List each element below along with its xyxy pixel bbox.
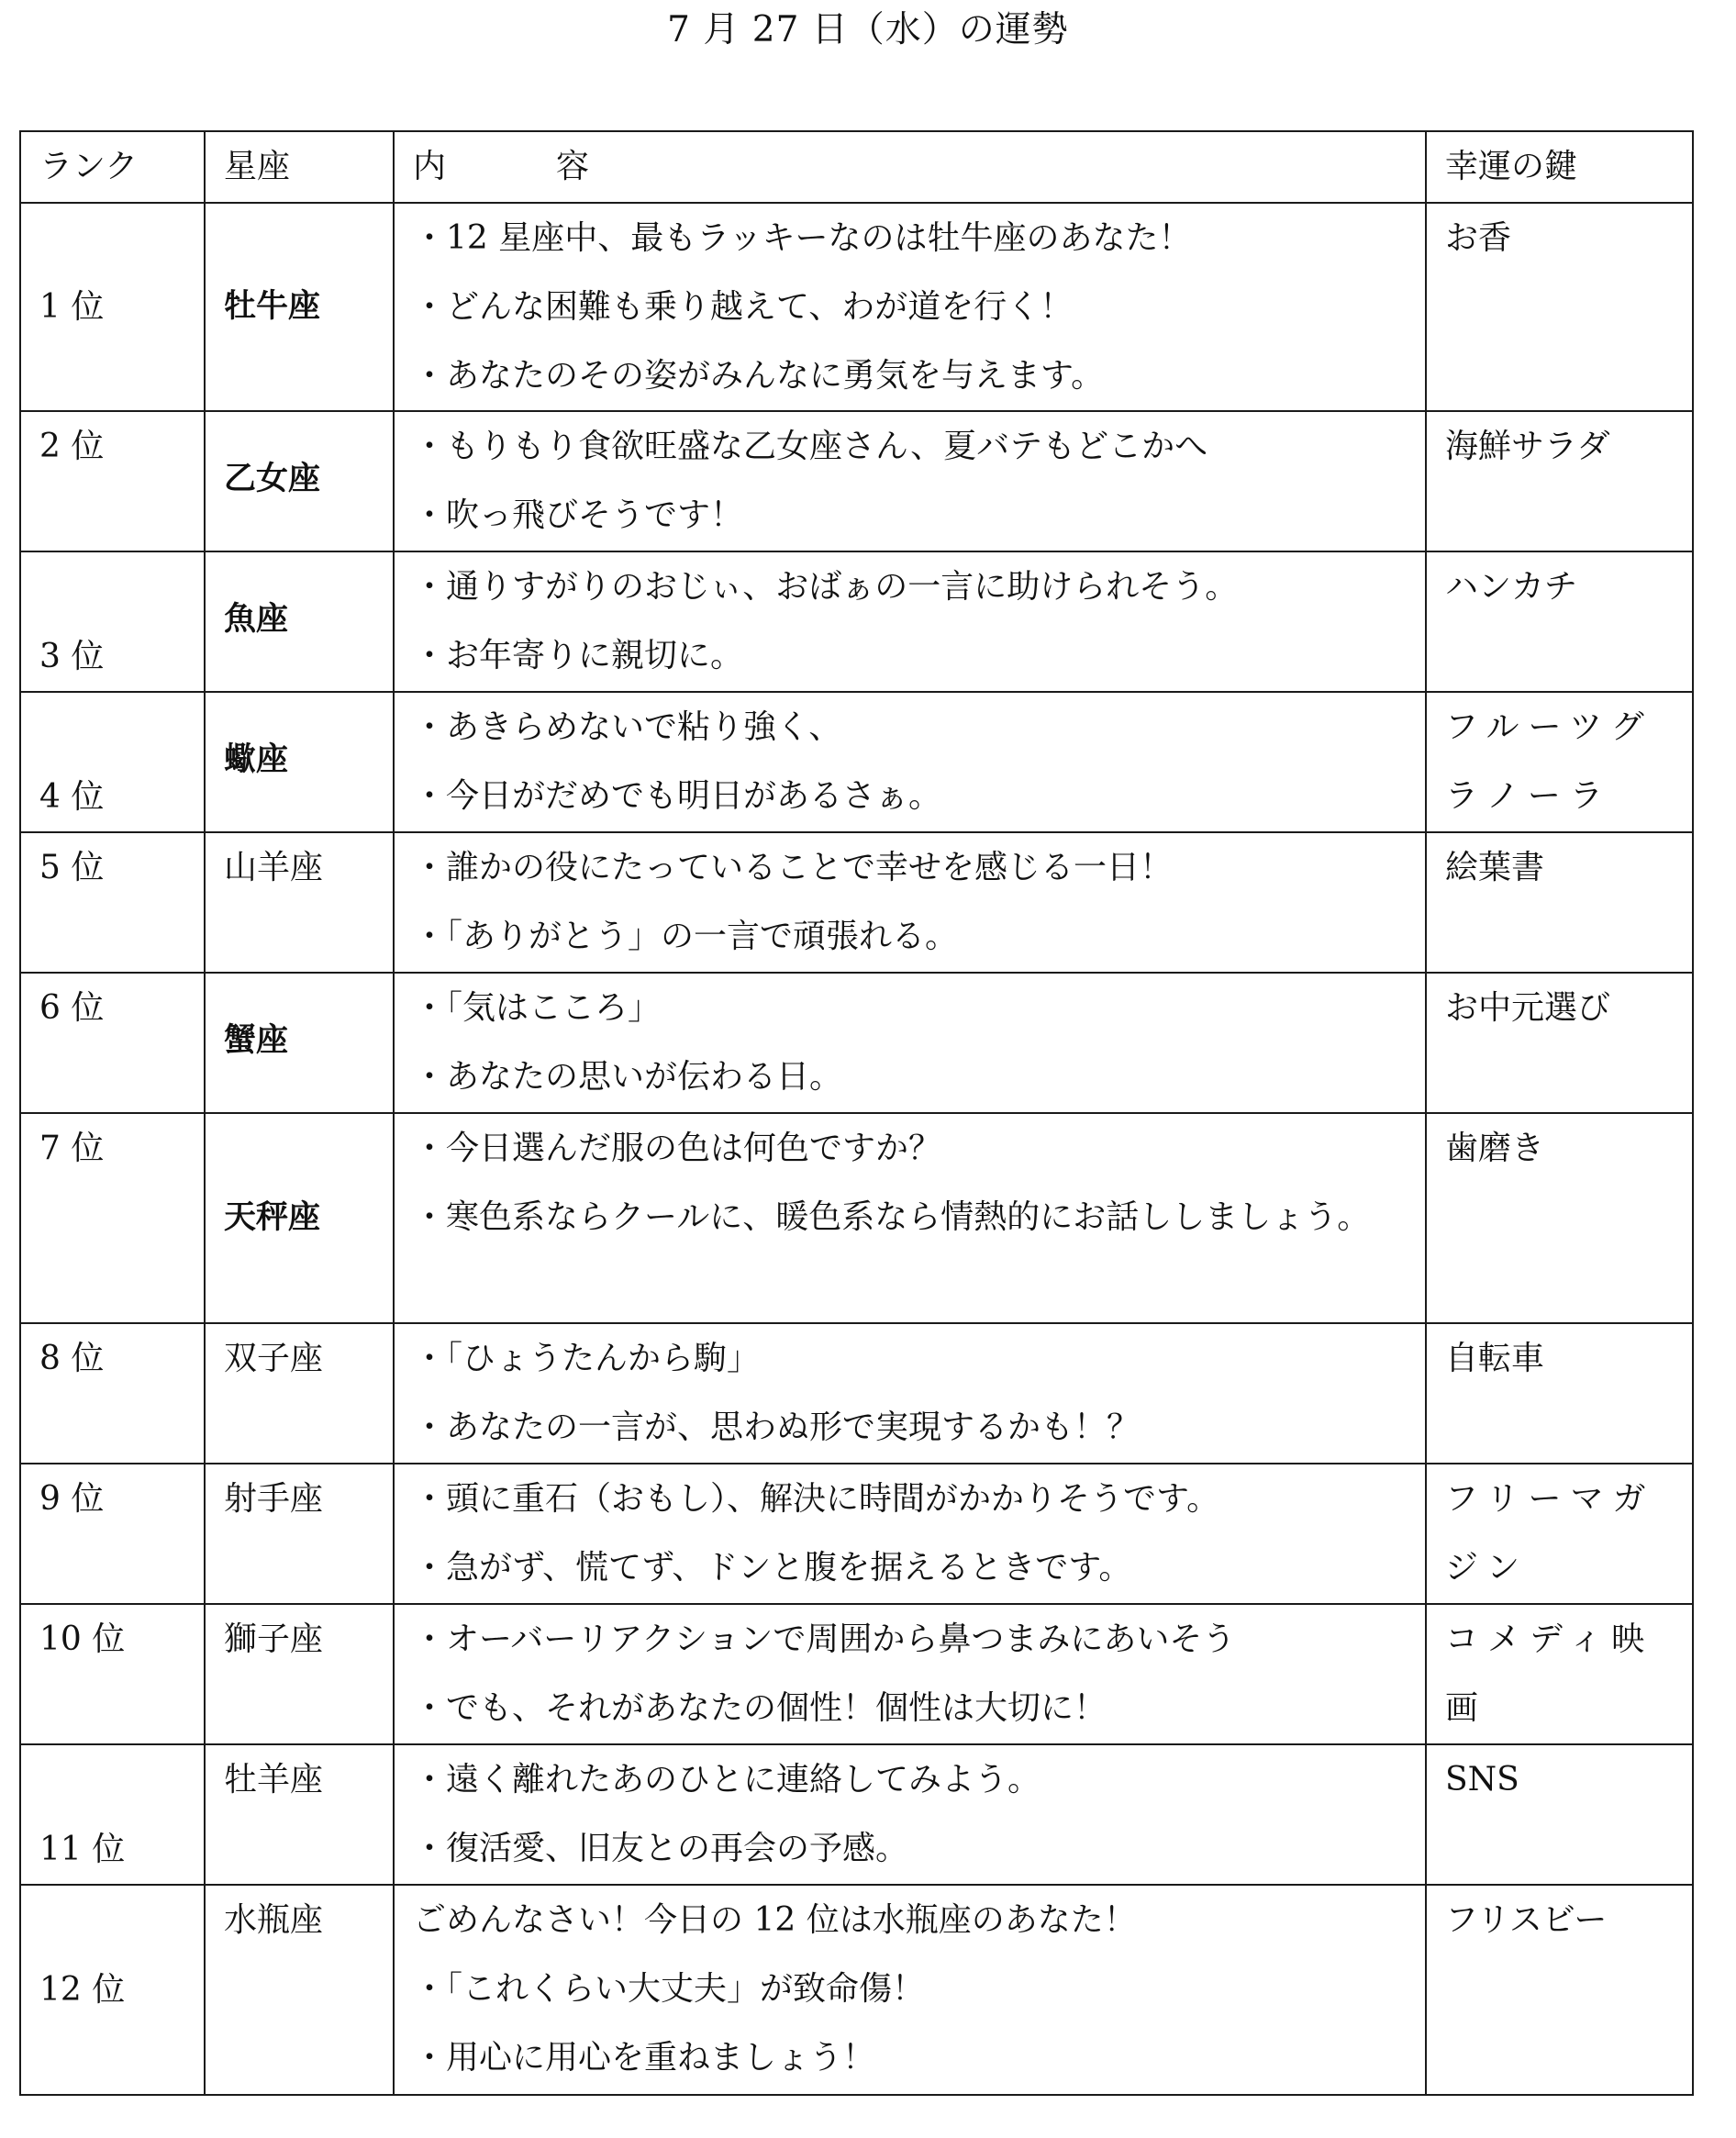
sign-cell: 山羊座 [205,832,394,973]
content-cell [394,692,1426,832]
content-line: ・遠く離れたあのひとに連絡してみよう。 [413,1761,1041,1798]
table-row [20,1744,1693,1885]
rank-cell: 9 位 [20,1464,205,1604]
sign-cell: 水瓶座 [205,1885,394,2095]
key-cell: SNS [1426,1744,1693,1885]
content-cell [394,551,1426,692]
table-row [20,203,1693,411]
rank-cell: 10 位 [20,1604,205,1744]
content-line: ・もりもり食欲旺盛な乙女座さん、夏バテもどこかへ [413,428,1208,465]
table-row [20,1885,1693,2095]
rank-cell: 12 位 [20,1885,205,2095]
header-content [394,131,1426,203]
content-cell [394,1464,1426,1604]
content-line: ごめんなさい！今日の 12 位は水瓶座のあなた！ [413,1901,1137,1939]
header-content-a: 内 [413,148,447,185]
sign-cell: 牡羊座 [205,1744,394,1885]
table-row [20,411,1693,551]
table-row [20,1113,1693,1323]
content-line: ・今日選んだ服の色は何色ですか？ [413,1130,942,1167]
rank-cell: 1 位 [20,203,205,411]
header-rank: ランク [20,131,205,203]
key-cell: 絵葉書 [1426,832,1693,973]
rank-cell: 4 位 [20,692,205,832]
header-content-b: 容 [556,148,590,185]
content-line: ・オーバーリアクションで周囲から鼻つまみにあいそう [413,1620,1236,1658]
sign-cell: 魚座 [205,551,394,692]
content-line: ・どんな困難も乗り越えて、わが道を行く！ [413,288,1074,326]
sign-cell: 乙女座 [205,411,394,551]
table-row [20,551,1693,692]
header-sign: 星座 [205,131,394,203]
table-row [20,832,1693,973]
key-cell: フルーツグラノーラ [1426,692,1693,832]
content-line: ・頭に重石（おもし）、解決に時間がかかりそうです。 [413,1480,1220,1518]
content-line: ・復活愛、旧友との再会の予感。 [413,1830,909,1867]
table-header-row [20,131,1693,203]
content-line: ・あなたのその姿がみんなに勇気を与えます。 [413,357,1105,395]
content-cell [394,1744,1426,1885]
table-row [20,1323,1693,1464]
content-line: ・吹っ飛びそうです！ [413,496,744,534]
rank-cell: 5 位 [20,832,205,973]
content-line: ・「気はこころ」 [413,989,662,1027]
content-cell [394,1885,1426,2095]
sign-cell: 天秤座 [205,1113,394,1323]
rank-cell: 11 位 [20,1744,205,1885]
rank-cell: 6 位 [20,973,205,1113]
content-line: ・寒色系ならクールに、暖色系なら情熱的にお話ししましょう。 [413,1198,1371,1236]
content-line: ・「これくらい大丈夫」が致命傷！ [413,1970,926,2008]
key-cell: 海鮮サラダ [1426,411,1693,551]
table-row [20,692,1693,832]
key-cell: フリーマガジン [1426,1464,1693,1604]
sign-cell: 射手座 [205,1464,394,1604]
key-cell: コメディ映画 [1426,1604,1693,1744]
key-cell: お香 [1426,203,1693,411]
key-cell: ハンカチ [1426,551,1693,692]
fortune-table [19,130,1694,2096]
key-cell: お中元選び [1426,973,1693,1113]
sign-cell: 蟹座 [205,973,394,1113]
content-cell [394,1113,1426,1323]
content-line: ・「ひょうたんから駒」 [413,1340,761,1377]
content-cell [394,832,1426,973]
key-cell: フリスビー [1426,1885,1693,2095]
table-row [20,1464,1693,1604]
content-line: ・あきらめないで粘り強く、 [413,708,842,746]
sign-cell: 双子座 [205,1323,394,1464]
content-line: ・お年寄りに親切に。 [413,637,744,674]
content-line: ・今日がだめでも明日があるさぁ。 [413,777,942,815]
table-row [20,1604,1693,1744]
rank-cell: 8 位 [20,1323,205,1464]
page-title: 7 月 27 日（水）の運勢 [667,9,1069,50]
content-line: ・誰かの役にたっていることで幸せを感じる一日！ [413,849,1174,886]
sign-cell: 蠍座 [205,692,394,832]
key-cell: 歯磨き [1426,1113,1693,1323]
rank-cell: 3 位 [20,551,205,692]
rank-cell: 7 位 [20,1113,205,1323]
key-cell: 自転車 [1426,1323,1693,1464]
content-line: ・用心に用心を重ねましょう！ [413,2039,876,2077]
content-cell [394,411,1426,551]
content-cell [394,973,1426,1113]
content-line: ・通りすがりのおじぃ、おばぁの一言に助けられそう。 [413,568,1239,606]
header-key: 幸運の鍵 [1426,131,1693,203]
table-row [20,973,1693,1113]
content-line: ・あなたの一言が、思わぬ形で実現するかも！？ [413,1409,1141,1446]
content-line: ・急がず、慌てず、ドンと腹を据えるときです。 [413,1549,1132,1587]
content-line: ・12 星座中、最もラッキーなのは牡牛座のあなた！ [413,219,1192,257]
sign-cell: 牡牛座 [205,203,394,411]
content-line: ・でも、それがあなたの個性！個性は大切に！ [413,1689,1107,1727]
content-cell [394,1323,1426,1464]
content-cell [394,203,1426,411]
content-cell [394,1604,1426,1744]
content-line: ・あなたの思いが伝わる日。 [413,1058,843,1096]
sign-cell: 獅子座 [205,1604,394,1744]
rank-cell: 2 位 [20,411,205,551]
content-line: ・「ありがとう」の一言で頑張れる。 [413,918,959,955]
